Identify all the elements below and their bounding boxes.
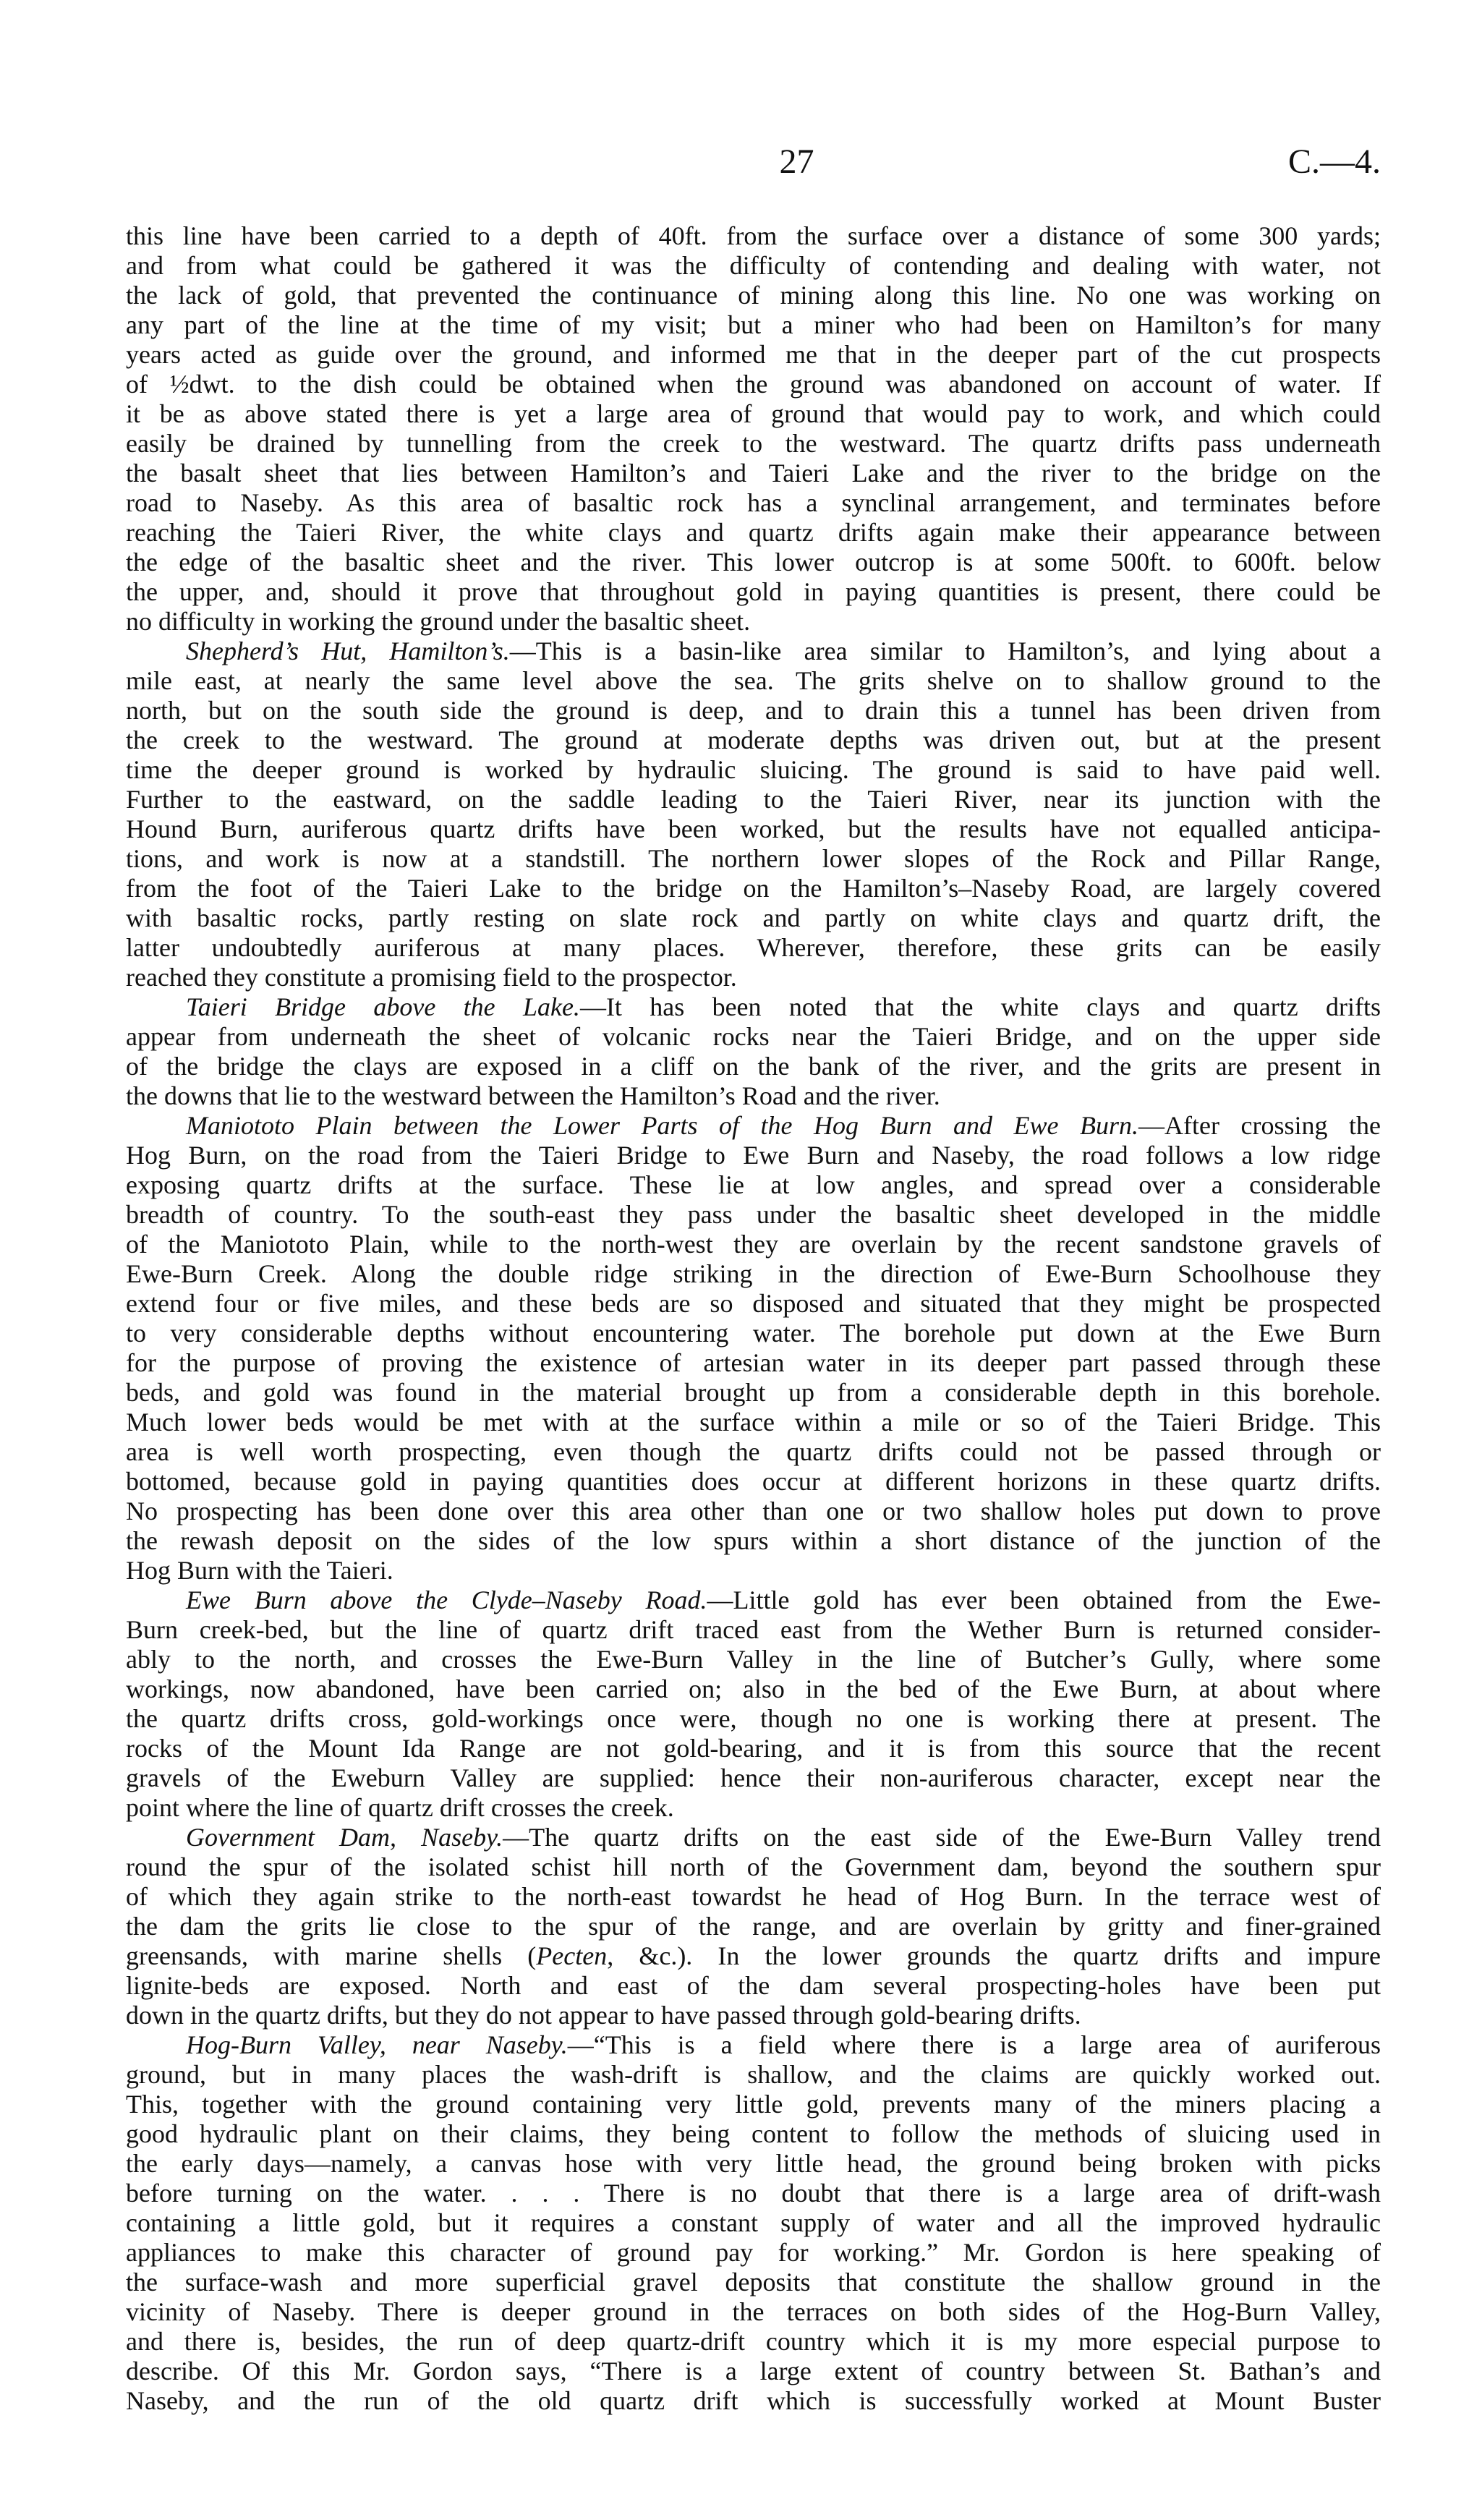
text-segment: No prospecting has been done over this area other than one or two shallow holes put down to prove (126, 1497, 1381, 1525)
text-segment: —Little gold has ever been obtained from the Ewe- (707, 1585, 1381, 1614)
text-line (126, 785, 1381, 814)
text-segment: no difficulty in working the ground under the basaltic sheet. (126, 607, 751, 636)
paragraph (126, 221, 1381, 637)
text-segment: , &c.). In the lower grounds the quartz drifts and impure (607, 1941, 1381, 1970)
paragraph (126, 1823, 1381, 2030)
text-segment: appliances to make this character of ground pay for working.” Mr. Gordon is here speaking of (126, 2238, 1381, 2267)
text-segment: area is well worth prospecting, even though the quartz drifts could not be passed through or (126, 1437, 1381, 1466)
text-line (126, 1763, 1381, 1793)
text-line (126, 518, 1381, 548)
text-segment: —The quartz drifts on the east side of the Ewe-Burn Valley trend (503, 1823, 1381, 1852)
text-line (126, 844, 1381, 874)
text-line (126, 696, 1381, 725)
text-segment: breadth of country. To the south-east they pass under the basaltic sheet developed in the middle (126, 1200, 1381, 1229)
text-segment: reaching the Taieri River, the white clays and quartz drifts again make their appearance between (126, 518, 1381, 547)
text-segment: exposing quartz drifts at the surface. These lie at low angles, and spread over a considerable (126, 1170, 1381, 1199)
text-segment: the surface-wash and more superficial gravel deposits that constitute the shallow ground in the (126, 2268, 1381, 2296)
text-line (126, 2238, 1381, 2268)
text-line (126, 1319, 1381, 1348)
text-segment: the downs that lie to the westward between the Hamilton’s Road and the river. (126, 1081, 940, 1110)
text-line (126, 2030, 1381, 2060)
italic-heading: Shepherd’s Hut, Hamilton’s. (186, 637, 510, 665)
text-segment: mile east, at nearly the same level above the sea. The grits shelve on to shallow ground to the (126, 666, 1381, 695)
italic-heading: Pecten (536, 1941, 608, 1970)
text-line (126, 221, 1381, 251)
text-line (126, 1585, 1381, 1615)
text-line (126, 1823, 1381, 1852)
text-segment: appear from underneath the sheet of volcanic rocks near the Taieri Bridge, and on the upper side (126, 1022, 1381, 1051)
text-segment: vicinity of Naseby. There is deeper ground in the terraces on both sides of the Hog-Burn Valley, (126, 2297, 1381, 2326)
text-line (126, 340, 1381, 370)
text-line (126, 1141, 1381, 1170)
text-line (126, 2327, 1381, 2357)
text-line (126, 1022, 1381, 1052)
italic-heading: Ewe Burn above the Clyde–Naseby Road. (186, 1585, 707, 1614)
text-segment: with basaltic rocks, partly resting on slate rock and partly on white clays and quartz drift, the (126, 903, 1381, 932)
text-line (126, 755, 1381, 785)
text-segment: containing a little gold, but it requires a constant supply of water and all the improved hydraulic (126, 2208, 1381, 2237)
text-segment: extend four or five miles, and these beds are so disposed and situated that they might be prospected (126, 1289, 1381, 1318)
text-line (126, 1111, 1381, 1141)
text-line (126, 637, 1381, 666)
text-line (126, 1467, 1381, 1497)
text-segment: Much lower beds would be met with at the surface within a mile or so of the Taieri Bridge. This (126, 1408, 1381, 1436)
text-segment: —“This is a field where there is a large area of auriferous (567, 2030, 1381, 2059)
text-line (126, 1793, 1381, 1823)
text-segment: Naseby, and the run of the old quartz drift which is successfully worked at Mount Buster (126, 2386, 1381, 2415)
text-segment: —It has been noted that the white clays and quartz drifts (579, 992, 1381, 1021)
text-line (126, 1912, 1381, 1941)
text-line (126, 2268, 1381, 2297)
text-line (126, 933, 1381, 963)
text-line (126, 1437, 1381, 1467)
text-line (126, 874, 1381, 903)
text-segment: for the purpose of proving the existence of artesian water in its deeper part passed through these (126, 1348, 1381, 1377)
text-line (126, 1704, 1381, 1734)
body-text (126, 221, 1381, 2416)
text-line (126, 2357, 1381, 2386)
text-line (126, 1941, 1381, 1971)
text-segment: —This is a basin-like area similar to Hamilton’s, and lying about a (509, 637, 1381, 665)
text-segment: Burn creek-bed, but the line of quartz drift traced east from the Wether Burn is returned consider- (126, 1615, 1381, 1644)
italic-heading: Government Dam, Naseby. (186, 1823, 503, 1852)
text-line (126, 2149, 1381, 2179)
italic-heading: Hog-Burn Valley, near Naseby. (186, 2030, 568, 2059)
text-segment: the dam the grits lie close to the spur of the range, and are overlain by gritty and finer-grained (126, 1912, 1381, 1941)
italic-heading: Maniototo Plain between the Lower Parts of the Hog Burn and Ewe Burn. (186, 1111, 1139, 1140)
text-line (126, 2090, 1381, 2119)
text-line (126, 548, 1381, 577)
text-segment: describe. Of this Mr. Gordon says, “There is a large extent of country between St. Bathan’s and (126, 2357, 1381, 2385)
text-segment: reached they constitute a promising field to the prospector. (126, 963, 737, 992)
text-line (126, 1170, 1381, 1200)
text-segment: years acted as guide over the ground, and informed me that in the deeper part of the cut prospects (126, 340, 1381, 369)
text-line (126, 1615, 1381, 1645)
text-line (126, 992, 1381, 1022)
text-segment: easily be drained by tunnelling from the creek to the westward. The quartz drifts pass underneath (126, 429, 1381, 458)
text-line (126, 1556, 1381, 1585)
text-line (126, 963, 1381, 992)
text-line (126, 2297, 1381, 2327)
text-segment: the early days—namely, a canvas hose with very little head, the ground being broken with picks (126, 2149, 1381, 2178)
paragraph (126, 992, 1381, 1111)
text-segment: point where the line of quartz drift crosses the creek. (126, 1793, 674, 1822)
text-line (126, 725, 1381, 755)
text-line (126, 1230, 1381, 1259)
text-line (126, 399, 1381, 429)
text-segment: ground, but in many places the wash-drift is shallow, and the claims are quickly worked out. (126, 2060, 1381, 2089)
text-segment: from the foot of the Taieri Lake to the bridge on the Hamilton’s–Naseby Road, are largely covered (126, 874, 1381, 903)
text-segment: round the spur of the isolated schist hill north of the Government dam, beyond the southern spur (126, 1852, 1381, 1881)
text-segment: north, but on the south side the ground is deep, and to drain this a tunnel has been driven from (126, 696, 1381, 725)
page-number: 27 (779, 142, 814, 181)
paragraph (126, 2030, 1381, 2416)
text-segment: Further to the eastward, on the saddle leading to the Taieri River, near its junction with the (126, 785, 1381, 814)
text-segment: latter undoubtedly auriferous at many places. Wherever, therefore, these grits can be easily (126, 933, 1381, 962)
text-segment: it be as above stated there is yet a large area of ground that would pay to work, and which could (126, 399, 1381, 428)
text-line (126, 2060, 1381, 2090)
text-line (126, 1882, 1381, 1912)
text-segment: the creek to the westward. The ground at moderate depths was driven out, but at the present (126, 725, 1381, 754)
text-line (126, 1348, 1381, 1378)
text-segment: of the bridge the clays are exposed in a cliff on the bank of the river, and the grits are present in (126, 1052, 1381, 1081)
text-segment: the quartz drifts cross, gold-workings once were, though no one is working there at present. The (126, 1704, 1381, 1733)
text-line (126, 903, 1381, 933)
text-line (126, 1971, 1381, 2001)
text-line (126, 1289, 1381, 1319)
text-segment: bottomed, because gold in paying quantities does occur at different horizons in these quartz drifts. (126, 1467, 1381, 1496)
text-line (126, 1408, 1381, 1437)
text-segment: of which they again strike to the north-east towardst he head of Hog Burn. In the terrace west of (126, 1882, 1381, 1911)
text-line (126, 2208, 1381, 2238)
text-segment: tions, and work is now at a standstill. The northern lower slopes of the Rock and Pillar Range, (126, 844, 1381, 873)
text-line (126, 1674, 1381, 1704)
text-line (126, 2001, 1381, 2030)
text-segment: —After crossing the (1138, 1111, 1381, 1140)
text-line (126, 429, 1381, 459)
text-line (126, 1052, 1381, 1081)
text-segment: road to Naseby. As this area of basaltic rock has a synclinal arrangement, and terminates before (126, 488, 1381, 517)
paragraph (126, 1111, 1381, 1585)
text-line (126, 1259, 1381, 1289)
text-line (126, 488, 1381, 518)
text-line (126, 577, 1381, 607)
text-line (126, 459, 1381, 488)
text-segment: Hound Burn, auriferous quartz drifts have been worked, but the results have not equalled anticipa- (126, 814, 1381, 843)
text-segment: beds, and gold was found in the material brought up from a considerable depth in this borehole. (126, 1378, 1381, 1407)
text-line (126, 1852, 1381, 1882)
text-line (126, 310, 1381, 340)
text-segment: any part of the line at the time of my visit; but a miner who had been on Hamilton’s for many (126, 310, 1381, 339)
text-line (126, 1526, 1381, 1556)
text-segment: This, together with the ground containing very little gold, prevents many of the miners placing a (126, 2090, 1381, 2119)
text-segment: before turning on the water. . . . There is no doubt that there is a large area of drift-wash (126, 2179, 1381, 2208)
text-segment: lignite-beds are exposed. North and east of the dam several prospecting-holes have been put (126, 1971, 1381, 2000)
text-segment: workings, now abandoned, have been carried on; also in the bed of the Ewe Burn, at about where (126, 1674, 1381, 1703)
text-segment: gravels of the Eweburn Valley are supplied: hence their non-auriferous character, except near the (126, 1763, 1381, 1792)
text-line (126, 814, 1381, 844)
text-line (126, 370, 1381, 399)
text-line (126, 1497, 1381, 1526)
text-line (126, 1378, 1381, 1408)
text-segment: down in the quartz drifts, but they do not appear to have passed through gold-bearing drifts. (126, 2001, 1081, 2030)
text-line (126, 281, 1381, 310)
text-segment: and there is, besides, the run of deep quartz-drift country which it is my more especial purpose to (126, 2327, 1381, 2356)
text-segment: the rewash deposit on the sides of the low spurs within a short distance of the junction of the (126, 1526, 1381, 1555)
text-segment: Ewe-Burn Creek. Along the double ridge striking in the direction of Ewe-Burn Schoolhouse they (126, 1259, 1381, 1288)
text-segment: Hog Burn, on the road from the Taieri Bridge to Ewe Burn and Naseby, the road follows a low ridge (126, 1141, 1381, 1170)
text-segment: Hog Burn with the Taieri. (126, 1556, 393, 1585)
page-header (126, 142, 1381, 185)
text-line (126, 1734, 1381, 1763)
text-line (126, 1645, 1381, 1674)
text-segment: the upper, and, should it prove that throughout gold in paying quantities is present, there could be (126, 577, 1381, 606)
paragraph (126, 637, 1381, 992)
text-line (126, 666, 1381, 696)
text-segment: of the Maniototo Plain, while to the north-west they are overlain by the recent sandstone gravels of (126, 1230, 1381, 1259)
text-segment: good hydraulic plant on their claims, they being content to follow the methods of sluicing used in (126, 2119, 1381, 2148)
text-segment: and from what could be gathered it was the difficulty of contending and dealing with water, not (126, 251, 1381, 280)
text-line (126, 607, 1381, 637)
text-line (126, 1081, 1381, 1111)
text-segment: the edge of the basaltic sheet and the river. This lower outcrop is at some 500ft. to 600ft. below (126, 548, 1381, 576)
text-segment: rocks of the Mount Ida Range are not gold-bearing, and it is from this source that the recent (126, 1734, 1381, 1763)
text-segment: time the deeper ground is worked by hydraulic sluicing. The ground is said to have paid well. (126, 755, 1381, 784)
italic-heading: Taieri Bridge above the Lake. (186, 992, 580, 1021)
document-reference: C.—4. (1287, 142, 1381, 181)
text-segment: ably to the north, and crosses the Ewe-Burn Valley in the line of Butcher’s Gully, where some (126, 1645, 1381, 1674)
text-line (126, 2386, 1381, 2416)
text-segment: to very considerable depths without encountering water. The borehole put down at the Ewe Burn (126, 1319, 1381, 1348)
text-line (126, 2179, 1381, 2208)
text-line (126, 251, 1381, 281)
text-line (126, 1200, 1381, 1230)
text-segment: the basalt sheet that lies between Hamilton’s and Taieri Lake and the river to the bridge on the (126, 459, 1381, 488)
text-segment: of ½dwt. to the dish could be obtained when the ground was abandoned on account of water. If (126, 370, 1381, 399)
paragraph (126, 1585, 1381, 1823)
text-segment: this line have been carried to a depth of 40ft. from the surface over a distance of some 300 yards; (126, 221, 1381, 250)
text-line (126, 2119, 1381, 2149)
text-segment: the lack of gold, that prevented the continuance of mining along this line. No one was working on (126, 281, 1381, 310)
text-segment: greensands, with marine shells ( (126, 1941, 537, 1970)
